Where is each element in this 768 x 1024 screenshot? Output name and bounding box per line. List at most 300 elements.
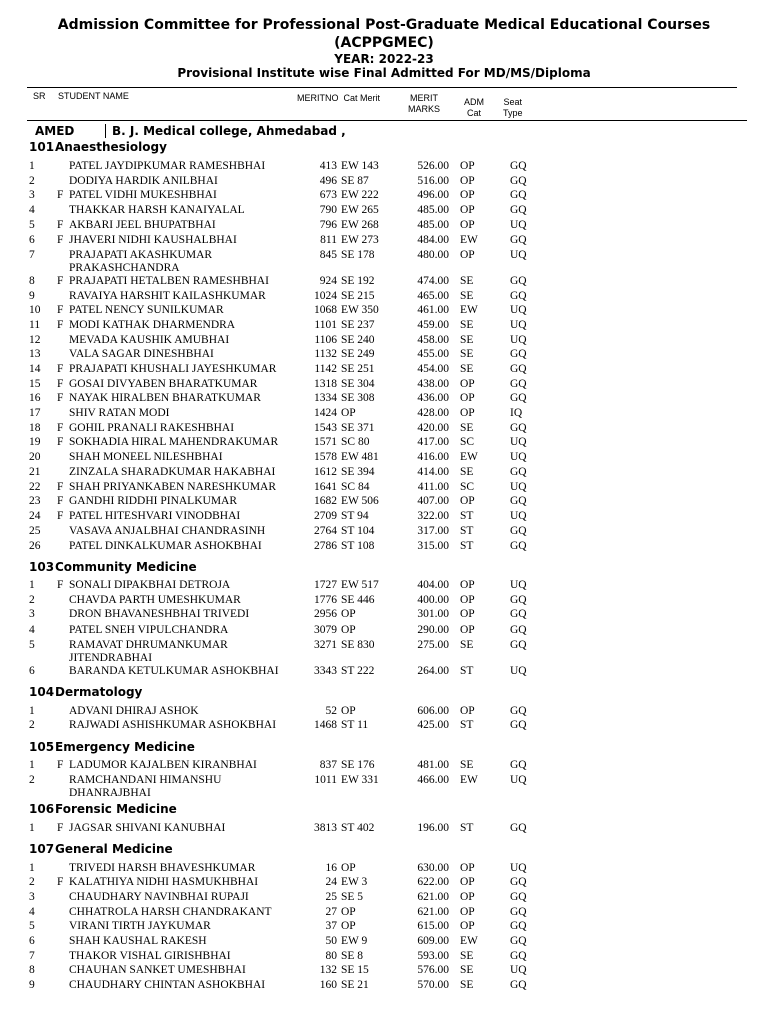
admission-category: OP xyxy=(460,189,475,201)
category-merit: EW 506 xyxy=(341,495,379,507)
student-name: CHAVDA PARTH UMESHKUMAR xyxy=(69,594,241,606)
seat-type: GQ xyxy=(510,290,527,302)
admission-category: SE xyxy=(460,290,474,302)
academic-year: YEAR: 2022-23 xyxy=(334,52,434,66)
seat-type: GQ xyxy=(510,348,527,360)
admission-category: ST xyxy=(460,822,474,834)
category-merit: SE 5 xyxy=(341,891,364,903)
student-name: SHAH KAUSHAL RAKESH xyxy=(69,935,207,947)
merit-number: 24 xyxy=(325,876,337,888)
student-name: PATEL SNEH VIPULCHANDRA xyxy=(69,624,229,636)
category-merit: EW 481 xyxy=(341,451,379,463)
student-name: GOSAI DIVYABEN BHARATKUMAR xyxy=(69,378,258,390)
seat-type: UQ xyxy=(510,304,527,316)
row-sr: 11 xyxy=(29,319,41,331)
admission-category: OP xyxy=(460,862,475,874)
seat-type: GQ xyxy=(510,608,527,620)
merit-marks: 621.00 xyxy=(417,891,449,903)
seat-type: GQ xyxy=(510,594,527,606)
category-merit: SE 178 xyxy=(341,249,375,261)
student-name: JAGSAR SHIVANI KANUBHAI xyxy=(69,822,226,834)
section-title: Community Medicine xyxy=(55,560,197,574)
female-flag: F xyxy=(57,275,64,287)
female-flag: F xyxy=(57,189,64,201)
admission-category: SE xyxy=(460,466,474,478)
row-sr: 9 xyxy=(29,979,35,991)
committee-title: Admission Committee for Professional Post-Graduate Medical Educational Courses xyxy=(57,17,711,33)
merit-number: 496 xyxy=(319,175,337,187)
student-name: RAMAVAT DHRUMANKUMAR JITENDRABHAI xyxy=(69,639,228,664)
category-merit: ST 94 xyxy=(341,510,369,522)
header-bottom-divider xyxy=(27,120,747,121)
row-sr: 6 xyxy=(29,234,35,246)
student-name: RAVAIYA HARSHIT KAILASHKUMAR xyxy=(69,290,266,302)
seat-type: UQ xyxy=(510,436,527,448)
row-sr: 20 xyxy=(29,451,41,463)
row-sr: 23 xyxy=(29,495,41,507)
category-merit: OP xyxy=(341,407,356,419)
category-merit: SE 215 xyxy=(341,290,375,302)
female-flag: F xyxy=(57,304,64,316)
column-header-student-name: STUDENT NAME xyxy=(58,91,129,101)
admission-category: SE xyxy=(460,319,474,331)
merit-number: 2786 xyxy=(314,540,337,552)
merit-marks: 481.00 xyxy=(417,759,449,771)
column-header-merit-marks: MERIT MARKS xyxy=(408,93,441,114)
category-merit: SE 21 xyxy=(341,979,369,991)
female-flag: F xyxy=(57,876,64,888)
merit-number: 1132 xyxy=(314,348,337,360)
merit-marks: 474.00 xyxy=(417,275,449,287)
merit-number: 2956 xyxy=(314,608,337,620)
merit-number: 3813 xyxy=(314,822,337,834)
column-header-sr: SR xyxy=(33,91,46,101)
row-sr: 6 xyxy=(29,665,35,677)
row-sr: 14 xyxy=(29,363,41,375)
merit-marks: 593.00 xyxy=(417,950,449,962)
merit-marks: 466.00 xyxy=(417,774,449,786)
row-sr: 15 xyxy=(29,378,41,390)
student-name: JHAVERI NIDHI KAUSHALBHAI xyxy=(69,234,237,246)
merit-number: 3079 xyxy=(314,624,337,636)
merit-marks: 615.00 xyxy=(417,920,449,932)
female-flag: F xyxy=(57,822,64,834)
female-flag: F xyxy=(57,392,64,404)
student-name: DRON BHAVANESHBHAI TRIVEDI xyxy=(69,608,250,620)
student-name: THAKKAR HARSH KANAIYALAL xyxy=(69,204,245,216)
student-name: VASAVA ANJALBHAI CHANDRASINH xyxy=(69,525,266,537)
row-sr: 3 xyxy=(29,891,35,903)
merit-marks: 436.00 xyxy=(417,392,449,404)
admission-category: SE xyxy=(460,275,474,287)
row-sr: 16 xyxy=(29,392,41,404)
row-sr: 7 xyxy=(29,950,35,962)
student-name: VIRANI TIRTH JAYKUMAR xyxy=(69,920,211,932)
row-sr: 3 xyxy=(29,189,35,201)
seat-type: UQ xyxy=(510,964,527,976)
admission-category: ST xyxy=(460,719,474,731)
admission-category: EW xyxy=(460,774,478,786)
admission-category: SE xyxy=(460,950,474,962)
row-sr: 3 xyxy=(29,608,35,620)
admission-category: OP xyxy=(460,579,475,591)
seat-type: GQ xyxy=(510,719,527,731)
merit-marks: 458.00 xyxy=(417,334,449,346)
row-sr: 2 xyxy=(29,175,35,187)
female-flag: F xyxy=(57,495,64,507)
merit-number: 413 xyxy=(319,160,337,172)
student-name: SOKHADIA HIRAL MAHENDRAKUMAR xyxy=(69,436,279,448)
merit-marks: 630.00 xyxy=(417,862,449,874)
section-heading xyxy=(29,685,142,699)
row-sr: 13 xyxy=(29,348,41,360)
merit-marks: 264.00 xyxy=(417,665,449,677)
student-name: GOHIL PRANALI RAKESHBHAI xyxy=(69,422,235,434)
merit-marks: 454.00 xyxy=(417,363,449,375)
row-sr: 21 xyxy=(29,466,41,478)
category-merit: SE 87 xyxy=(341,175,369,187)
admission-category: SE xyxy=(460,363,474,375)
student-name: SHAH PRIYANKABEN NARESHKUMAR xyxy=(69,481,277,493)
seat-type: GQ xyxy=(510,378,527,390)
female-flag: F xyxy=(57,378,64,390)
admission-category: EW xyxy=(460,451,478,463)
row-sr: 4 xyxy=(29,906,35,918)
seat-type: GQ xyxy=(510,540,527,552)
seat-type: GQ xyxy=(510,392,527,404)
merit-marks: 404.00 xyxy=(417,579,449,591)
merit-marks: 606.00 xyxy=(417,705,449,717)
row-sr: 4 xyxy=(29,204,35,216)
category-merit: ST 402 xyxy=(341,822,375,834)
institute-name: B. J. Medical college, Ahmedabad , xyxy=(112,124,346,138)
admission-category: OP xyxy=(460,891,475,903)
section-code: 107 xyxy=(29,842,55,856)
merit-number: 1727 xyxy=(314,579,337,591)
merit-marks: 438.00 xyxy=(417,378,449,390)
row-sr: 2 xyxy=(29,719,35,731)
merit-number: 3271 xyxy=(314,639,337,651)
merit-number: 837 xyxy=(319,759,337,771)
seat-type: GQ xyxy=(510,906,527,918)
merit-marks: 407.00 xyxy=(417,495,449,507)
row-sr: 4 xyxy=(29,624,35,636)
seat-type: GQ xyxy=(510,705,527,717)
merit-number: 1142 xyxy=(314,363,337,375)
admission-category: OP xyxy=(460,876,475,888)
admission-category: OP xyxy=(460,407,475,419)
category-merit: SE 176 xyxy=(341,759,375,771)
merit-marks: 576.00 xyxy=(417,964,449,976)
merit-marks: 400.00 xyxy=(417,594,449,606)
admission-category: OP xyxy=(460,249,475,261)
seat-type: GQ xyxy=(510,950,527,962)
section-heading xyxy=(29,842,173,856)
category-merit: OP xyxy=(341,608,356,620)
row-sr: 5 xyxy=(29,219,35,231)
merit-number: 1318 xyxy=(314,378,337,390)
female-flag: F xyxy=(57,759,64,771)
female-flag: F xyxy=(57,510,64,522)
header-top-divider xyxy=(27,87,737,88)
student-name: THAKOR VISHAL GIRISHBHAI xyxy=(69,950,231,962)
section-heading xyxy=(29,802,177,816)
merit-number: 924 xyxy=(319,275,337,287)
seat-type: UQ xyxy=(510,334,527,346)
category-merit: OP xyxy=(341,906,356,918)
admission-category: EW xyxy=(460,304,478,316)
seat-type: UQ xyxy=(510,451,527,463)
merit-marks: 484.00 xyxy=(417,234,449,246)
row-sr: 1 xyxy=(29,705,35,717)
category-merit: SE 394 xyxy=(341,466,375,478)
seat-type: GQ xyxy=(510,876,527,888)
merit-number: 37 xyxy=(325,920,337,932)
merit-number: 1682 xyxy=(314,495,337,507)
merit-number: 1024 xyxy=(314,290,337,302)
row-sr: 8 xyxy=(29,964,35,976)
seat-type: GQ xyxy=(510,891,527,903)
category-merit: EW 350 xyxy=(341,304,379,316)
female-flag: F xyxy=(57,436,64,448)
admission-category: ST xyxy=(460,540,474,552)
category-merit: ST 222 xyxy=(341,665,375,677)
category-merit: ST 11 xyxy=(341,719,369,731)
category-merit: SE 237 xyxy=(341,319,375,331)
merit-marks: 301.00 xyxy=(417,608,449,620)
seat-type: UQ xyxy=(510,319,527,331)
seat-type: GQ xyxy=(510,175,527,187)
admission-category: ST xyxy=(460,525,474,537)
section-code: 106 xyxy=(29,802,55,816)
row-sr: 8 xyxy=(29,275,35,287)
row-sr: 26 xyxy=(29,540,41,552)
section-code: 105 xyxy=(29,740,55,754)
category-merit: EW 3 xyxy=(341,876,368,888)
merit-marks: 516.00 xyxy=(417,175,449,187)
row-sr: 18 xyxy=(29,422,41,434)
category-merit: SE 308 xyxy=(341,392,375,404)
student-name: AKBARI JEEL BHUPATBHAI xyxy=(69,219,216,231)
seat-type: GQ xyxy=(510,363,527,375)
merit-marks: 416.00 xyxy=(417,451,449,463)
seat-type: GQ xyxy=(510,234,527,246)
merit-marks: 315.00 xyxy=(417,540,449,552)
student-name: MODI KATHAK DHARMENDRA xyxy=(69,319,236,331)
seat-type: IQ xyxy=(510,407,523,419)
seat-type: UQ xyxy=(510,481,527,493)
row-sr: 22 xyxy=(29,481,41,493)
seat-type: GQ xyxy=(510,979,527,991)
student-name: BARANDA KETULKUMAR ASHOKBHAI xyxy=(69,665,279,677)
student-name: PATEL VIDHI MUKESHBHAI xyxy=(69,189,217,201)
merit-number: 1578 xyxy=(314,451,337,463)
student-name: RAMCHANDANI HIMANSHU DHANRAJBHAI xyxy=(69,774,222,799)
category-merit: SE 251 xyxy=(341,363,375,375)
merit-number: 3343 xyxy=(314,665,337,677)
category-merit: SC 80 xyxy=(341,436,370,448)
category-merit: EW 273 xyxy=(341,234,379,246)
merit-number: 1612 xyxy=(314,466,337,478)
merit-number: 811 xyxy=(320,234,337,246)
section-title: Anaesthesiology xyxy=(55,140,167,154)
admission-category: SC xyxy=(460,436,475,448)
category-merit: EW 143 xyxy=(341,160,379,172)
row-sr: 6 xyxy=(29,935,35,947)
merit-number: 2764 xyxy=(314,525,337,537)
merit-number: 1011 xyxy=(314,774,337,786)
merit-marks: 570.00 xyxy=(417,979,449,991)
merit-marks: 322.00 xyxy=(417,510,449,522)
committee-acronym: (ACPPGMEC) xyxy=(334,35,434,51)
institute-code: AMED xyxy=(35,124,75,138)
merit-marks: 621.00 xyxy=(417,906,449,918)
seat-type: GQ xyxy=(510,525,527,537)
category-merit: EW 517 xyxy=(341,579,379,591)
student-name: PRAJAPATI HETALBEN RAMESHBHAI xyxy=(69,275,269,287)
seat-type: GQ xyxy=(510,160,527,172)
institute-separator xyxy=(105,124,106,138)
merit-number: 25 xyxy=(325,891,337,903)
admission-category: OP xyxy=(460,705,475,717)
row-sr: 1 xyxy=(29,759,35,771)
admission-category: SC xyxy=(460,481,475,493)
merit-number: 1571 xyxy=(314,436,337,448)
category-merit: SE 304 xyxy=(341,378,375,390)
admission-category: OP xyxy=(460,920,475,932)
row-sr: 1 xyxy=(29,579,35,591)
student-name: MEVADA KAUSHIK AMUBHAI xyxy=(69,334,230,346)
admission-category: SE xyxy=(460,759,474,771)
admission-category: OP xyxy=(460,495,475,507)
category-merit: SC 84 xyxy=(341,481,370,493)
row-sr: 2 xyxy=(29,594,35,606)
section-title: General Medicine xyxy=(55,842,173,856)
row-sr: 17 xyxy=(29,407,41,419)
admission-category: OP xyxy=(460,378,475,390)
merit-marks: 196.00 xyxy=(417,822,449,834)
admission-category: OP xyxy=(460,624,475,636)
student-name: DODIYA HARDIK ANILBHAI xyxy=(69,175,218,187)
category-merit: SE 240 xyxy=(341,334,375,346)
merit-number: 80 xyxy=(325,950,337,962)
seat-type: UQ xyxy=(510,862,527,874)
category-merit: EW 268 xyxy=(341,219,379,231)
row-sr: 25 xyxy=(29,525,41,537)
admission-category: OP xyxy=(460,160,475,172)
row-sr: 5 xyxy=(29,639,35,651)
column-header-merit-no-cat: MERITNO Cat Merit xyxy=(297,93,381,103)
merit-number: 796 xyxy=(319,219,337,231)
seat-type: GQ xyxy=(510,624,527,636)
student-name: PATEL NENCY SUNILKUMAR xyxy=(69,304,224,316)
merit-marks: 609.00 xyxy=(417,935,449,947)
admission-category: SE xyxy=(460,639,474,651)
student-name: RAJWADI ASHISHKUMAR ASHOKBHAI xyxy=(69,719,277,731)
row-sr: 12 xyxy=(29,334,41,346)
category-merit: SE 15 xyxy=(341,964,369,976)
student-name: KALATHIYA NIDHI HASMUKHBHAI xyxy=(69,876,259,888)
admission-category: SE xyxy=(460,348,474,360)
seat-type: GQ xyxy=(510,935,527,947)
category-merit: ST 108 xyxy=(341,540,375,552)
seat-type: UQ xyxy=(510,774,527,786)
section-code: 101 xyxy=(29,140,55,154)
merit-marks: 428.00 xyxy=(417,407,449,419)
merit-number: 1101 xyxy=(314,319,337,331)
category-merit: SE 830 xyxy=(341,639,375,651)
student-name: LADUMOR KAJALBEN KIRANBHAI xyxy=(69,759,257,771)
female-flag: F xyxy=(57,219,64,231)
merit-marks: 496.00 xyxy=(417,189,449,201)
admission-category: ST xyxy=(460,510,474,522)
section-code: 104 xyxy=(29,685,55,699)
merit-marks: 290.00 xyxy=(417,624,449,636)
seat-type: GQ xyxy=(510,422,527,434)
section-title: Dermatology xyxy=(55,685,143,699)
merit-marks: 480.00 xyxy=(417,249,449,261)
student-name: ADVANI DHIRAJ ASHOK xyxy=(69,705,199,717)
student-name: GANDHI RIDDHI PINALKUMAR xyxy=(69,495,238,507)
row-sr: 24 xyxy=(29,510,41,522)
female-flag: F xyxy=(57,319,64,331)
merit-marks: 465.00 xyxy=(417,290,449,302)
female-flag: F xyxy=(57,579,64,591)
merit-number: 1068 xyxy=(314,304,337,316)
student-name: CHAUDHARY CHINTAN ASHOKBHAI xyxy=(69,979,266,991)
admission-category: SE xyxy=(460,964,474,976)
row-sr: 2 xyxy=(29,876,35,888)
category-merit: OP xyxy=(341,705,356,717)
student-name: PATEL HITESHVARI VINODBHAI xyxy=(69,510,241,522)
column-header-seat-type: Seat Type xyxy=(503,97,523,118)
admission-category: OP xyxy=(460,594,475,606)
student-name: TRIVEDI HARSH BHAVESHKUMAR xyxy=(69,862,256,874)
student-name: ZINZALA SHARADKUMAR HAKABHAI xyxy=(69,466,276,478)
student-name: CHAUHAN SANKET UMESHBHAI xyxy=(69,964,246,976)
category-merit: EW 222 xyxy=(341,189,379,201)
merit-number: 673 xyxy=(319,189,337,201)
student-name: CHAUDHARY NAVINBHAI RUPAJI xyxy=(69,891,249,903)
admission-category: EW xyxy=(460,935,478,947)
row-sr: 19 xyxy=(29,436,41,448)
student-name: CHHATROLA HARSH CHANDRAKANT xyxy=(69,906,272,918)
student-name: SHAH MONEEL NILESHBHAI xyxy=(69,451,223,463)
merit-marks: 411.00 xyxy=(417,481,449,493)
section-heading xyxy=(29,740,195,754)
category-merit: OP xyxy=(341,862,356,874)
seat-type: UQ xyxy=(510,219,527,231)
merit-number: 1468 xyxy=(314,719,337,731)
student-name: SHIV RATAN MODI xyxy=(69,407,170,419)
category-merit: OP xyxy=(341,624,356,636)
merit-number: 160 xyxy=(319,979,337,991)
seat-type: UQ xyxy=(510,510,527,522)
document-subtitle: Provisional Institute wise Final Admitted For MD/MS/Diploma xyxy=(177,66,591,80)
row-sr: 7 xyxy=(29,249,35,261)
category-merit: OP xyxy=(341,920,356,932)
student-name: PRAJAPATI KHUSHALI JAYESHKUMAR xyxy=(69,363,277,375)
merit-number: 16 xyxy=(325,862,337,874)
category-merit: EW 265 xyxy=(341,204,379,216)
seat-type: UQ xyxy=(510,665,527,677)
category-merit: SE 192 xyxy=(341,275,375,287)
merit-number: 790 xyxy=(319,204,337,216)
row-sr: 9 xyxy=(29,290,35,302)
admission-category: OP xyxy=(460,906,475,918)
seat-type: UQ xyxy=(510,579,527,591)
seat-type: GQ xyxy=(510,822,527,834)
